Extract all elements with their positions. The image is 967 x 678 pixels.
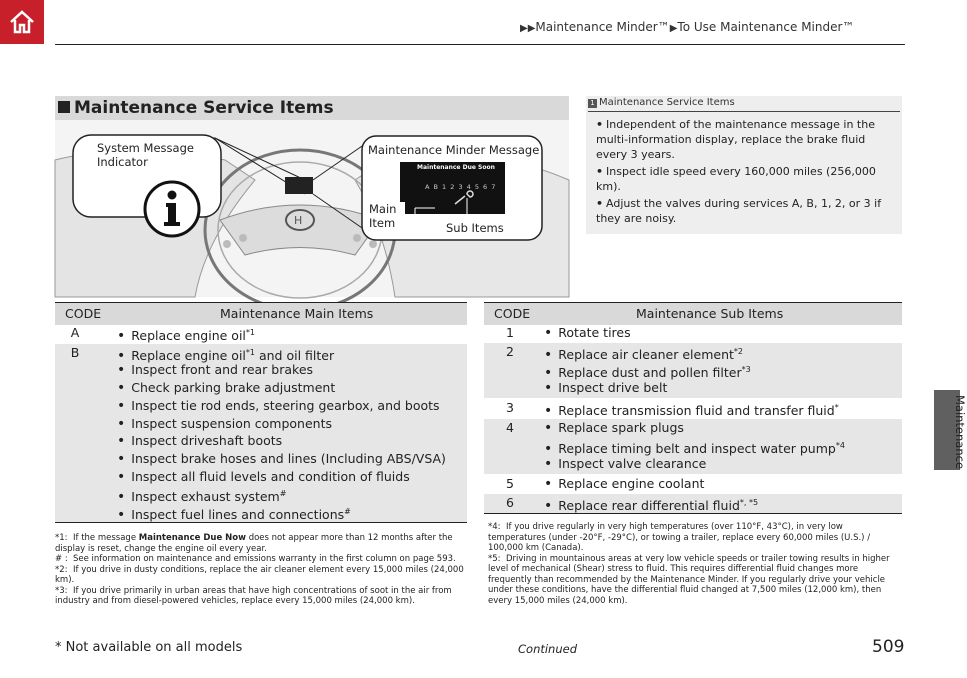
header-divider (55, 44, 905, 45)
callout-main-item: Main Item (369, 202, 405, 230)
list-item: • Replace engine oil$^{*1}$ and oil filter (117, 344, 334, 366)
table-row (484, 399, 902, 418)
footnote: *3: If you drive primarily in urban areas that have high concentrations of soot in the air from industry and from diesel-powered vehicles, replace every 15,000 miles (24,000 km). (55, 585, 452, 606)
table-row (55, 344, 467, 523)
column-header-main-items: Maintenance Main Items (220, 306, 374, 321)
breadcrumb-link-1[interactable]: Maintenance Minder™ (535, 20, 670, 34)
footnotes-right (488, 522, 900, 606)
list-item: • Replace air cleaner element$^{*2}$ (544, 343, 743, 365)
note-item: • Inspect idle speed every 160,000 miles (256,000 km). (596, 165, 876, 193)
column-header-code: CODE (494, 306, 531, 321)
row-code: A (70, 325, 80, 340)
list-item: • Replace transmission fluid and transfer fluid* (544, 399, 839, 421)
row-code: 3 (506, 400, 514, 415)
chapter-tab-label: Maintenance (953, 394, 967, 470)
table-row (484, 343, 902, 398)
footnote: *4: If you drive regularly in very high temperatures (over 110°F, 43°C), in very low temperatures (under -20°F, -29°C), or towing a trailer, replace every 60,000 miles (U.S.) / 100,000 km (Canada). (488, 522, 871, 553)
main-table-header (55, 302, 467, 325)
section-title-text: Maintenance Service Items (74, 98, 334, 118)
screen-title: Maintenance Due Soon (417, 164, 495, 171)
svg-text:H: H (294, 214, 303, 227)
list-item: • Replace timing belt and inspect water pump$^{*4}$ (544, 437, 845, 459)
list-item: • Inspect exhaust system# (117, 485, 286, 507)
footnotes-left (55, 533, 467, 607)
table-row (484, 475, 902, 493)
list-item: • Inspect tie rod ends, steering gearbox, and boots (117, 397, 440, 415)
list-item: • Inspect brake hoses and lines (Including ABS/VSA) (117, 450, 446, 468)
breadcrumb-arrow-icon: ▶ (669, 23, 678, 34)
note-item: • Adjust the valves during services A, B, 1, 2, or 3 if they are noisy. (596, 197, 882, 225)
list-item: • Check parking brake adjustment (117, 379, 335, 397)
dashboard-illustration (55, 120, 569, 297)
column-header-code: CODE (65, 306, 102, 321)
notes-divider (588, 111, 900, 112)
list-item: • Replace spark plugs (544, 419, 684, 437)
list-item: • Inspect driveshaft boots (117, 432, 282, 450)
row-code: 2 (506, 344, 514, 359)
section-title (55, 96, 569, 120)
footnote: # : See information on maintenance and emissions warranty in the first column on page 593. (55, 554, 456, 564)
list-item: • Replace dust and pollen filter$^{*3}$ (544, 361, 751, 383)
row-code: 4 (506, 420, 514, 435)
callout-maintenance-minder-message: Maintenance Minder Message (368, 143, 540, 157)
square-bullet-icon (58, 101, 70, 113)
notes-title: 1 Maintenance Service Items (588, 97, 735, 108)
table-row (484, 419, 902, 474)
list-item: • Inspect valve clearance (544, 455, 706, 473)
table-row (484, 494, 902, 514)
screen-codes: A B 1 2 3 4 5 6 7 (425, 183, 497, 191)
list-item: • Inspect front and rear brakes (117, 361, 313, 379)
list-item: • Inspect drive belt (544, 379, 667, 397)
row-code: 1 (506, 325, 514, 340)
sub-table-header (484, 302, 902, 325)
list-item: • Inspect suspension components (117, 415, 332, 433)
row-code: 5 (506, 476, 514, 491)
table-row (55, 324, 467, 344)
list-item: • Replace rear differential fluid$^{*, *5}$ (544, 494, 758, 516)
footer-note: * Not available on all models (55, 640, 243, 655)
list-item: • Replace engine coolant (544, 475, 704, 493)
continued-label: Continued (518, 642, 578, 656)
breadcrumb (520, 20, 854, 34)
note-number-icon: 1 (588, 99, 597, 108)
home-icon (7, 7, 37, 37)
footnote: *2: If you drive in dusty conditions, replace the air cleaner element every 15,000 miles (24,000 km). (55, 564, 464, 585)
footnote: *5: Driving in mountainous areas at very low vehicle speeds or trailer towing results in higher level of mechanical (Shear) stress to fluid. This requires differential fluid changes more frequently than recommended by the Maintenance Minder. If you regularly drive your vehicle under these conditions, have the differential fluid changed at 7,500 miles (12,000 km), then every 15,000 miles (24,000 km). (488, 553, 890, 606)
row-code: 6 (506, 495, 514, 510)
list-item: • Rotate tires (544, 324, 631, 342)
page-number: 509 (872, 637, 905, 657)
info-icon (143, 180, 201, 238)
table-row (484, 324, 902, 342)
list-item: • Inspect all fluid levels and condition of fluids (117, 468, 410, 486)
callout-system-message-indicator: System Message Indicator (97, 141, 194, 169)
list-item: • Inspect fuel lines and connections# (117, 503, 351, 525)
note-item: • Independent of the maintenance message in the multi-information display, replace the brake fluid every 3 years. (596, 118, 875, 161)
callout-sub-items: Sub Items (446, 221, 504, 235)
breadcrumb-arrow-icon: ▶▶ (520, 23, 536, 34)
footnote: *1: If the message Maintenance Due Now does not appear more than 12 months after the display is reset, change the engine oil every year. (55, 533, 453, 554)
home-button[interactable] (0, 0, 44, 44)
list-item: • Replace engine oil$^{*1}$ (117, 324, 255, 346)
row-code: B (70, 345, 80, 360)
breadcrumb-link-2[interactable]: To Use Maintenance Minder™ (677, 20, 855, 34)
column-header-sub-items: Maintenance Sub Items (636, 306, 784, 321)
